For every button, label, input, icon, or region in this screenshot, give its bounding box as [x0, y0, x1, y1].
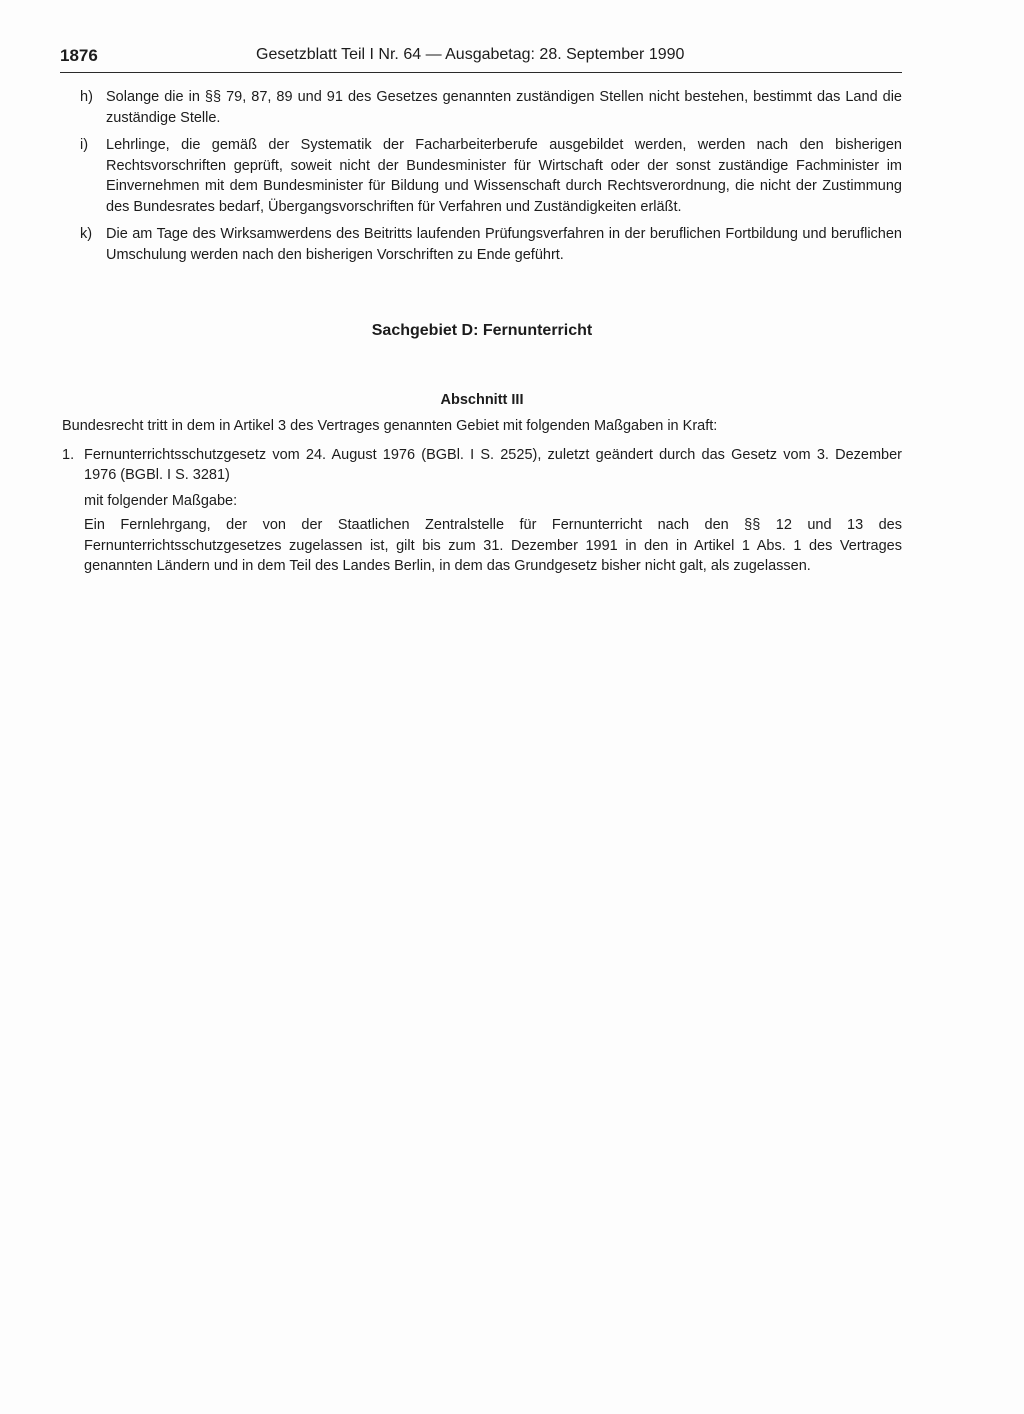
page-number: 1876 [60, 46, 98, 65]
proviso-paragraph: Ein Fernlehrgang, der von der Staatlichen Zentralstelle für Fernunterricht nach den §§ 12 und 13 des Fernunterrichtsschutzgesetzes zugelassen ist, gilt bis zum 31. Dezember 1991 in den in Artikel 1 Abs. 1 des Vertrages genannten Ländern und in dem Teil des Landes Berlin, in dem das Grundgesetz bisher nicht galt, als zugelassen. [84, 517, 902, 574]
list-item-i [62, 135, 902, 217]
item-label: i) [80, 137, 89, 153]
section-heading: Sachgebiet D: Fernunterricht [371, 322, 593, 339]
numbered-item-text: Fernunterrichtsschutzgesetz vom 24. August 1976 (BGBl. I S. 2525), zuletzt geändert durch das Gesetz vom 3. Dezember 1976 (BGBl. I S. 3281) [84, 446, 902, 483]
page-content [62, 87, 902, 577]
item-text: Lehrlinge, die gemäß der Systematik der Facharbeiterberufe ausgebildet werden, werden nach den bisherigen Rechtsvorschriften geprüft, soweit nicht der Bundesminister für Wirtschaft oder der sonst zuständige Fachminister im Einvernehmen mit dem Bundesminister für Bildung und Wissenschaft durch Rechtsverordnung, die nicht der Zustimmung des Bundesrates bedarf, Übergangsvorschriften für Verfahren und Zuständigkeiten erläßt. [106, 137, 902, 215]
running-head: Gesetzblatt Teil I Nr. 64 — Ausgabetag: 28. September 1990 [256, 46, 685, 63]
list-item-h [62, 87, 902, 128]
item-label: k) [80, 226, 93, 242]
item-label: h) [80, 89, 93, 105]
item-text: Solange die in §§ 79, 87, 89 und 91 des Gesetzes genannten zuständigen Stellen nicht bestehen, bestimmt das Land die zuständige Stelle. [106, 89, 902, 126]
numbered-item-label: 1. [62, 446, 75, 463]
proviso-intro: mit folgender Maßgabe: [84, 492, 238, 509]
numbered-item [62, 445, 902, 486]
item-text: Die am Tage des Wirksamwerdens des Beitritts laufenden Prüfungsverfahren in der beruflichen Fortbildung und beruflichen Umschulung werden nach den bisherigen Vorschriften zu Ende geführt. [106, 226, 902, 263]
list-item-k [62, 224, 902, 265]
subsection-heading: Abschnitt III [440, 391, 524, 408]
intro-paragraph: Bundesrecht tritt in dem in Artikel 3 des Vertrages genannten Gebiet mit folgenden Maßgaben in Kraft: [62, 418, 718, 434]
page-header [60, 44, 902, 73]
